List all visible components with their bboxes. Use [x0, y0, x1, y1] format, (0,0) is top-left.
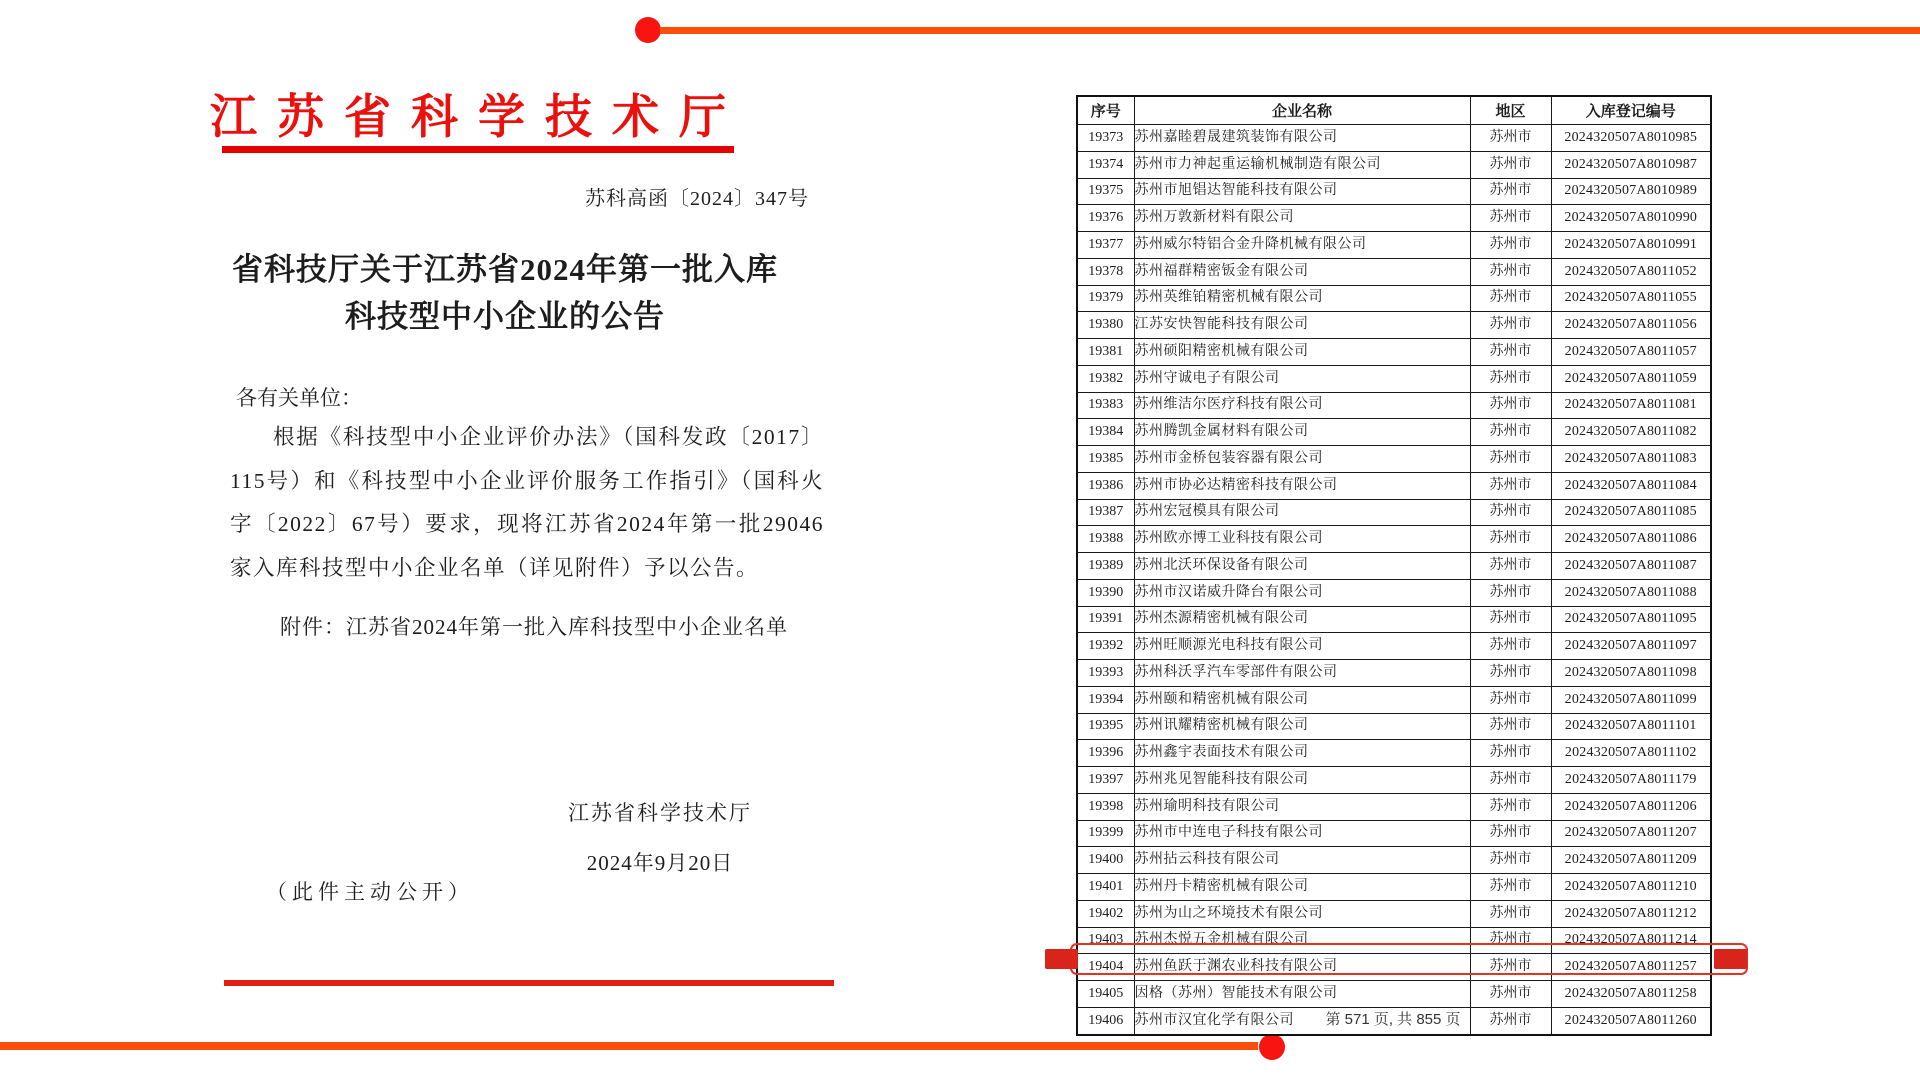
cell-company-name: 苏州鱼跃于渊农业科技有限公司	[1134, 954, 1470, 981]
cell-reg-number: 2024320507A8010989	[1551, 178, 1711, 205]
cell-serial: 19386	[1077, 472, 1134, 499]
cell-region: 苏州市	[1470, 686, 1551, 713]
cell-region: 苏州市	[1470, 579, 1551, 606]
cell-company-name: 苏州旺顺源光电科技有限公司	[1134, 633, 1470, 660]
cell-serial: 19404	[1077, 954, 1134, 981]
cell-company-name: 苏州嘉睦碧晟建筑装饰有限公司	[1134, 125, 1470, 152]
table-body	[1077, 125, 1711, 1035]
document-bottom-red-rule	[224, 980, 834, 986]
table-row	[1077, 285, 1711, 312]
table-row	[1077, 740, 1711, 767]
header-region: 地区	[1470, 96, 1551, 125]
cell-company-name: 苏州杰源精密机械有限公司	[1134, 606, 1470, 633]
cell-serial: 19396	[1077, 740, 1134, 767]
cell-reg-number: 2024320507A8011207	[1551, 820, 1711, 847]
companies-table	[1076, 95, 1712, 1036]
cell-region: 苏州市	[1470, 981, 1551, 1008]
top-divider-line	[660, 27, 1920, 34]
cell-region: 苏州市	[1470, 713, 1551, 740]
cell-serial: 19391	[1077, 606, 1134, 633]
cell-company-name: 苏州市力神起重运输机械制造有限公司	[1134, 151, 1470, 178]
cell-serial: 19390	[1077, 579, 1134, 606]
cell-reg-number: 2024320507A8011081	[1551, 392, 1711, 419]
table-row	[1077, 686, 1711, 713]
header-company-name: 企业名称	[1134, 96, 1470, 125]
table-row	[1077, 820, 1711, 847]
cell-company-name: 苏州市协必达精密科技有限公司	[1134, 472, 1470, 499]
cell-company-name: 苏州欧亦博工业科技有限公司	[1134, 526, 1470, 553]
signature-block	[510, 797, 810, 877]
cell-region: 苏州市	[1470, 1007, 1551, 1034]
cell-region: 苏州市	[1470, 446, 1551, 473]
table-row	[1077, 499, 1711, 526]
table-row	[1077, 526, 1711, 553]
cell-serial: 19389	[1077, 553, 1134, 580]
cell-company-name: 苏州市金桥包装容器有限公司	[1134, 446, 1470, 473]
cell-company-name: 江苏安快智能科技有限公司	[1134, 312, 1470, 339]
cell-region: 苏州市	[1470, 927, 1551, 954]
cell-company-name: 苏州科沃孚汽车零部件有限公司	[1134, 660, 1470, 687]
cell-company-name: 苏州宏冠模具有限公司	[1134, 499, 1470, 526]
header-serial: 序号	[1077, 96, 1134, 125]
document-number: 苏科高函〔2024〕347号	[585, 188, 809, 210]
disclosure-note: （此件主动公开）	[266, 880, 474, 904]
cell-reg-number: 2024320507A8011210	[1551, 874, 1711, 901]
table-row	[1077, 553, 1711, 580]
cell-serial: 19403	[1077, 927, 1134, 954]
cell-region: 苏州市	[1470, 606, 1551, 633]
cell-company-name: 苏州市旭锠达智能科技有限公司	[1134, 178, 1470, 205]
notice-title-line1: 省科技厅关于江苏省2024年第一批入库	[232, 252, 778, 287]
cell-company-name: 苏州拈云科技有限公司	[1134, 847, 1470, 874]
cell-region: 苏州市	[1470, 820, 1551, 847]
cell-region: 苏州市	[1470, 125, 1551, 152]
cell-company-name: 苏州威尔特铝合金升降机械有限公司	[1134, 232, 1470, 259]
cell-region: 苏州市	[1470, 312, 1551, 339]
table-row	[1077, 579, 1711, 606]
cell-reg-number: 2024320507A8011084	[1551, 472, 1711, 499]
cell-serial: 19399	[1077, 820, 1134, 847]
cell-company-name: 苏州颐和精密机械有限公司	[1134, 686, 1470, 713]
table-row	[1077, 419, 1711, 446]
cell-company-name: 苏州市中连电子科技有限公司	[1134, 820, 1470, 847]
cell-company-name: 苏州英维铂精密机械有限公司	[1134, 285, 1470, 312]
cell-company-name: 苏州北沃环保设备有限公司	[1134, 553, 1470, 580]
table-row	[1077, 232, 1711, 259]
cell-company-name: 苏州丹卡精密机械有限公司	[1134, 874, 1470, 901]
table-row	[1077, 847, 1711, 874]
table-row	[1077, 446, 1711, 473]
cell-reg-number: 2024320507A8011056	[1551, 312, 1711, 339]
table-header	[1077, 96, 1711, 125]
cell-company-name: 苏州兆见智能科技有限公司	[1134, 767, 1470, 794]
header-reg-number: 入库登记编号	[1551, 96, 1711, 125]
cell-serial: 19373	[1077, 125, 1134, 152]
cell-company-name: 苏州硕阳精密机械有限公司	[1134, 339, 1470, 366]
cell-reg-number: 2024320507A8011098	[1551, 660, 1711, 687]
cell-region: 苏州市	[1470, 365, 1551, 392]
cell-reg-number: 2024320507A8011102	[1551, 740, 1711, 767]
cell-serial: 19387	[1077, 499, 1134, 526]
cell-region: 苏州市	[1470, 472, 1551, 499]
cell-company-name: 因格（苏州）智能技术有限公司	[1134, 981, 1470, 1008]
cell-company-name: 苏州为山之环境技术有限公司	[1134, 900, 1470, 927]
table-row	[1077, 312, 1711, 339]
table-row	[1077, 365, 1711, 392]
cell-region: 苏州市	[1470, 499, 1551, 526]
table-row	[1077, 339, 1711, 366]
cell-company-name: 苏州维洁尔医疗科技有限公司	[1134, 392, 1470, 419]
cell-serial: 19381	[1077, 339, 1134, 366]
cell-serial: 19397	[1077, 767, 1134, 794]
cell-region: 苏州市	[1470, 847, 1551, 874]
cell-region: 苏州市	[1470, 205, 1551, 232]
cell-region: 苏州市	[1470, 954, 1551, 981]
table-row	[1077, 205, 1711, 232]
cell-company-name: 苏州守诚电子有限公司	[1134, 365, 1470, 392]
cell-serial: 19401	[1077, 874, 1134, 901]
cell-region: 苏州市	[1470, 178, 1551, 205]
cell-region: 苏州市	[1470, 767, 1551, 794]
cell-reg-number: 2024320507A8011087	[1551, 553, 1711, 580]
signature-date: 2024年9月20日	[586, 851, 734, 875]
table-row	[1077, 125, 1711, 152]
cell-serial: 19394	[1077, 686, 1134, 713]
cell-region: 苏州市	[1470, 633, 1551, 660]
table-row	[1077, 793, 1711, 820]
cell-reg-number: 2024320507A8011209	[1551, 847, 1711, 874]
cell-region: 苏州市	[1470, 793, 1551, 820]
cell-serial: 19395	[1077, 713, 1134, 740]
cell-serial: 19398	[1077, 793, 1134, 820]
attachment-line: 附件：江苏省2024年第一批入库科技型中小企业名单	[280, 615, 788, 639]
highlight-box-row-19405	[1070, 943, 1748, 975]
table-row	[1077, 874, 1711, 901]
cell-region: 苏州市	[1470, 258, 1551, 285]
cell-reg-number: 2024320507A8011260	[1551, 1007, 1711, 1034]
cell-reg-number: 2024320507A8011086	[1551, 526, 1711, 553]
table-row	[1077, 981, 1711, 1008]
cell-reg-number: 2024320507A8010991	[1551, 232, 1711, 259]
cell-company-name: 苏州讯耀精密机械有限公司	[1134, 713, 1470, 740]
table-row	[1077, 178, 1711, 205]
cell-serial: 19375	[1077, 178, 1134, 205]
table-row	[1077, 606, 1711, 633]
cell-region: 苏州市	[1470, 553, 1551, 580]
cell-region: 苏州市	[1470, 392, 1551, 419]
cell-reg-number: 2024320507A8011055	[1551, 285, 1711, 312]
cell-serial: 19377	[1077, 232, 1134, 259]
bottom-divider-line	[0, 1042, 1258, 1050]
cell-reg-number: 2024320507A8011257	[1551, 954, 1711, 981]
cell-region: 苏州市	[1470, 151, 1551, 178]
cell-reg-number: 2024320507A8010990	[1551, 205, 1711, 232]
table-row	[1077, 713, 1711, 740]
cell-region: 苏州市	[1470, 740, 1551, 767]
cell-reg-number: 2024320507A8011214	[1551, 927, 1711, 954]
cell-serial: 19376	[1077, 205, 1134, 232]
red-dot-bottom-icon	[1259, 1034, 1285, 1060]
cell-company-name: 苏州鑫宇表面技术有限公司	[1134, 740, 1470, 767]
cell-reg-number: 2024320507A8011082	[1551, 419, 1711, 446]
signer-name: 江苏省科学技术厅	[568, 801, 752, 825]
table-row	[1077, 767, 1711, 794]
table-row	[1077, 633, 1711, 660]
cell-serial: 19383	[1077, 392, 1134, 419]
cell-serial: 19393	[1077, 660, 1134, 687]
cell-reg-number: 2024320507A8011097	[1551, 633, 1711, 660]
cell-region: 苏州市	[1470, 339, 1551, 366]
cell-serial: 19379	[1077, 285, 1134, 312]
cell-reg-number: 2024320507A8011059	[1551, 365, 1711, 392]
notice-title-line2: 科技型中小企业的公告	[345, 299, 665, 334]
cell-reg-number: 2024320507A8011258	[1551, 981, 1711, 1008]
red-dot-top-icon	[635, 17, 661, 43]
cell-reg-number: 2024320507A8010987	[1551, 151, 1711, 178]
cell-region: 苏州市	[1470, 900, 1551, 927]
cell-reg-number: 2024320507A8011179	[1551, 767, 1711, 794]
cell-serial: 19374	[1077, 151, 1134, 178]
cell-serial: 19384	[1077, 419, 1134, 446]
cell-serial: 19388	[1077, 526, 1134, 553]
cell-serial: 19405	[1077, 981, 1134, 1008]
table-row	[1077, 900, 1711, 927]
cell-company-name: 苏州万敦新材料有限公司	[1134, 205, 1470, 232]
cell-serial: 19400	[1077, 847, 1134, 874]
companies-table-container	[1076, 95, 1712, 1036]
table-row	[1077, 660, 1711, 687]
cell-serial: 19406	[1077, 1007, 1134, 1034]
cell-company-name: 苏州市汉诺威升降台有限公司	[1134, 579, 1470, 606]
cell-serial: 19380	[1077, 312, 1134, 339]
cell-serial: 19378	[1077, 258, 1134, 285]
cell-company-name: 苏州市汉宜化学有限公司	[1134, 1007, 1470, 1034]
cell-reg-number: 2024320507A8011212	[1551, 900, 1711, 927]
notice-title	[198, 246, 812, 340]
salutation: 各有关单位：	[236, 386, 362, 410]
cell-region: 苏州市	[1470, 419, 1551, 446]
notice-body-paragraph: 根据《科技型中小企业评价办法》（国科发政〔2017〕115号）和《科技型中小企业评价服务工作指引》（国科火字〔2022〕67号）要求，现将江苏省2024年第一批29046家入库科技型中小企业名单（详见附件）予以公告。	[230, 425, 824, 580]
cell-reg-number: 2024320507A8011085	[1551, 499, 1711, 526]
cell-region: 苏州市	[1470, 232, 1551, 259]
cell-serial: 19382	[1077, 365, 1134, 392]
table-row	[1077, 151, 1711, 178]
highlight-mark-right-icon	[1714, 949, 1747, 969]
table-row	[1077, 392, 1711, 419]
pagination-label: 第 571 页, 共 855 页	[1325, 1011, 1461, 1028]
cell-reg-number: 2024320507A8010985	[1551, 125, 1711, 152]
cell-reg-number: 2024320507A8011088	[1551, 579, 1711, 606]
cell-company-name: 苏州福群精密钣金有限公司	[1134, 258, 1470, 285]
table-row	[1077, 258, 1711, 285]
cell-reg-number: 2024320507A8011057	[1551, 339, 1711, 366]
letterhead-red-rule	[222, 146, 734, 153]
cell-region: 苏州市	[1470, 660, 1551, 687]
cell-reg-number: 2024320507A8011099	[1551, 686, 1711, 713]
table-row	[1077, 472, 1711, 499]
cell-serial: 19402	[1077, 900, 1134, 927]
cell-company-name: 苏州瑜明科技有限公司	[1134, 793, 1470, 820]
letterhead-agency-title: 江苏省科学技术厅	[210, 90, 746, 143]
cell-serial: 19392	[1077, 633, 1134, 660]
cell-reg-number: 2024320507A8011052	[1551, 258, 1711, 285]
cell-region: 苏州市	[1470, 526, 1551, 553]
cell-serial: 19385	[1077, 446, 1134, 473]
cell-company-name: 苏州杰悦五金机械有限公司	[1134, 927, 1470, 954]
cell-region: 苏州市	[1470, 285, 1551, 312]
cell-reg-number: 2024320507A8011206	[1551, 793, 1711, 820]
cell-region: 苏州市	[1470, 874, 1551, 901]
cell-reg-number: 2024320507A8011101	[1551, 713, 1711, 740]
cell-reg-number: 2024320507A8011095	[1551, 606, 1711, 633]
highlight-mark-left-icon	[1045, 949, 1078, 969]
cell-reg-number: 2024320507A8011083	[1551, 446, 1711, 473]
cell-company-name: 苏州腾凯金属材料有限公司	[1134, 419, 1470, 446]
